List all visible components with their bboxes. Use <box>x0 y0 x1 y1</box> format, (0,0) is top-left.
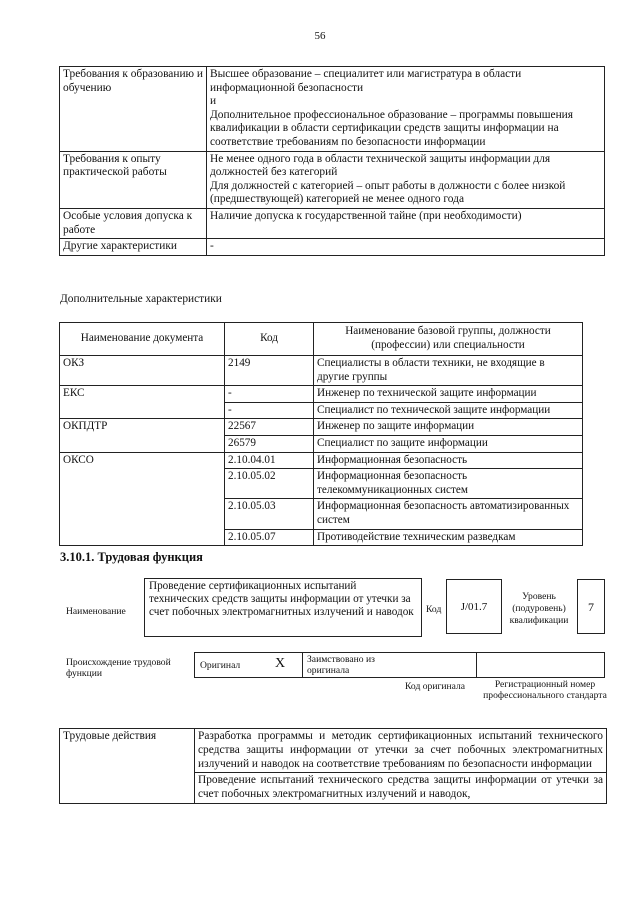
code-cell: 26579 <box>225 435 314 452</box>
value-line: и <box>210 95 217 108</box>
doc-cell: ЕКС <box>60 386 225 419</box>
function-code-box: J/01.7 <box>446 579 502 634</box>
table-row <box>60 208 605 238</box>
actions-table <box>59 728 607 804</box>
requirements-table <box>59 66 605 256</box>
value-line: Для должностей с категорией – опыт работы в должности с более низкой (предшествующей) категорией не менее одного года <box>210 179 566 206</box>
code-cell: 2.10.05.02 <box>225 469 314 499</box>
reg-number-cell <box>477 653 606 677</box>
code-cell: 2.10.05.03 <box>225 499 314 529</box>
title-cell: Инженер по защите информации <box>314 419 583 436</box>
value-line: Дополнительное профессиональное образование – программы повышения квалификации в области сертификации средств защиты информации на соответствие требованиям по безопасности информации <box>210 108 573 148</box>
header-cell: Код <box>225 323 314 356</box>
code-cell: 2149 <box>225 356 314 386</box>
action-item: Проведение испытаний технического средства защиты информации от утечки за счет побочных электромагнитных излучений и наводок, <box>195 773 607 804</box>
row-label: Другие характеристики <box>60 239 207 256</box>
doc-cell: ОКЗ <box>60 356 225 386</box>
title-cell: Информационная безопасность <box>314 452 583 469</box>
row-value <box>207 67 605 152</box>
table-row <box>60 356 583 386</box>
row-value: Наличие допуска к государственной тайне (при необходимости) <box>207 208 605 238</box>
level-label: Уровень (подуровень) квалификации <box>509 591 569 626</box>
row-label: Особые условия допуска к работе <box>60 208 207 238</box>
title-cell: Специалист по технической защите информации <box>314 402 583 419</box>
code-cell: 22567 <box>225 419 314 436</box>
code-cell: - <box>225 386 314 403</box>
page-number: 56 <box>314 30 326 42</box>
original-label: Оригинал <box>200 660 241 671</box>
table-header-row <box>60 323 583 356</box>
table-row <box>60 386 583 403</box>
code-original-caption: Код оригинала <box>405 681 466 692</box>
title-cell: Противодействие техническим разведкам <box>314 529 583 546</box>
action-item: Разработка программы и методик сертификационных испытаний технического средства защиты информации от утечки за счет побочных электромагнитных излучений и наводок на соответствие требованиям по безопасности информации <box>195 729 607 773</box>
row-value <box>207 151 605 208</box>
borrowed-cell <box>303 653 477 677</box>
function-name-box: Проведение сертификационных испытаний технических средств защиты информации от утечки за счет побочных электромагнитных излучений и наводок <box>144 578 422 637</box>
code-cell: 2.10.04.01 <box>225 452 314 469</box>
doc-cell: ОКПДТР <box>60 419 225 452</box>
origin-label: Происхождение трудовой функции <box>66 657 171 679</box>
code-cell: - <box>225 402 314 419</box>
table-row <box>60 151 605 208</box>
table-row <box>60 239 605 256</box>
value-line: Высшее образование – специалитет или магистратура в области информационной безопасности <box>210 68 522 94</box>
table-row <box>60 419 583 436</box>
original-mark: X <box>275 656 286 671</box>
code-label: Код <box>426 604 442 615</box>
level-box: 7 <box>577 579 605 634</box>
row-label: Требования к образованию и обучению <box>60 67 207 152</box>
title-cell: Специалисты в области техники, не входящие в другие группы <box>314 356 583 386</box>
original-cell <box>195 653 303 677</box>
value-line: Не менее одного года в области технической защиты информации для должностей без категорий <box>210 152 551 179</box>
function-title: 3.10.1. Трудовая функция <box>60 550 203 564</box>
header-cell: Наименование документа <box>60 323 225 356</box>
code-cell: 2.10.05.07 <box>225 529 314 546</box>
table-row <box>60 452 583 469</box>
header-cell: Наименование базовой группы, должности (профессии) или специальности <box>314 323 583 356</box>
origin-row <box>194 652 605 678</box>
section-title: Дополнительные характеристики <box>60 293 222 305</box>
borrowed-label: Заимствовано из оригинала <box>307 654 375 676</box>
title-cell: Инженер по технической защите информации <box>314 386 583 403</box>
characteristics-table <box>59 322 583 546</box>
name-label: Наименование <box>66 606 126 617</box>
title-cell: Специалист по защите информации <box>314 435 583 452</box>
row-label: Требования к опыту практической работы <box>60 151 207 208</box>
title-cell: Информационная безопасность автоматизированных систем <box>314 499 583 529</box>
row-value: - <box>207 239 605 256</box>
row-label: Трудовые действия <box>60 729 195 804</box>
doc-cell: ОКСО <box>60 452 225 546</box>
reg-number-caption: Регистрационный номер профессионального стандарта <box>483 679 607 701</box>
title-cell: Информационная безопасность телекоммуникационных систем <box>314 469 583 499</box>
table-row <box>60 729 607 773</box>
table-row <box>60 67 605 152</box>
